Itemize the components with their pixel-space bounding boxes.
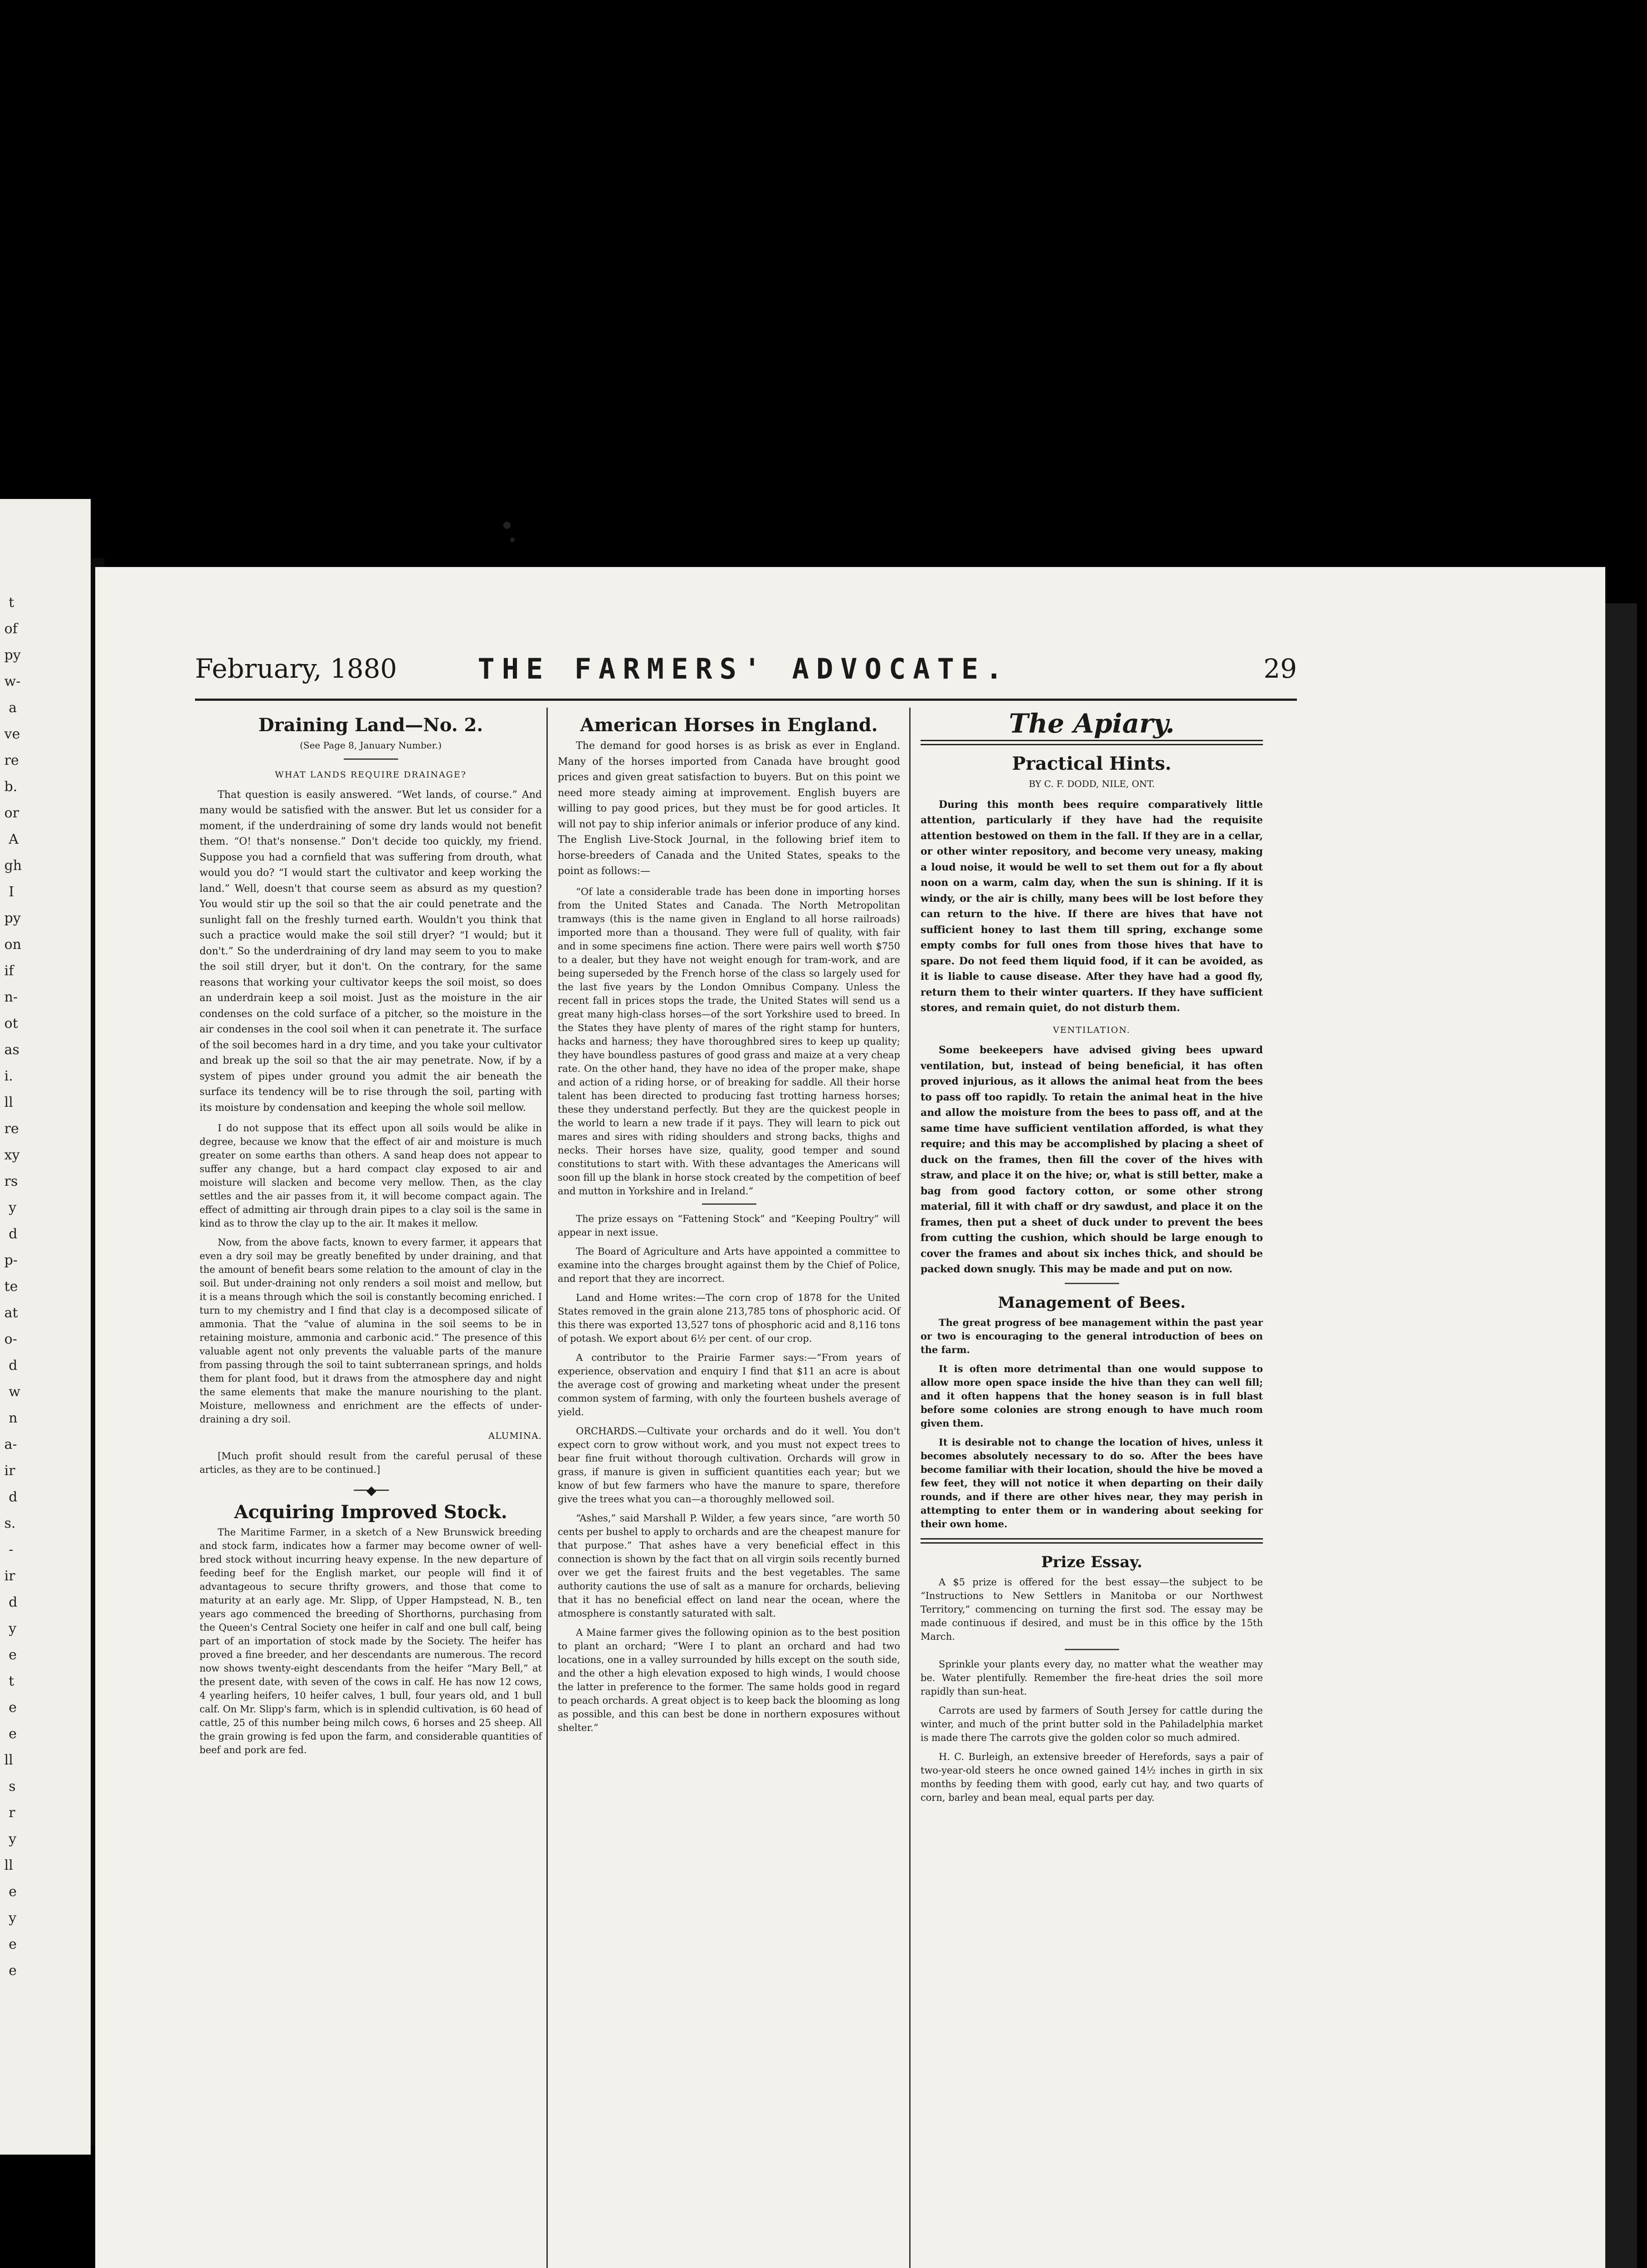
editor-note: [Much profit should result from the careful perusal of these articles, as they are to be continued.] <box>200 1450 542 1475</box>
paragraph: The Maritime Farmer, in a sketch of a New Brunswick breeding and stock farm, indicates how a farmer may become owner of well-bred stock without incurring heavy expense. In the new departure of feeding beef for the English market, our people will find it of advantageous to secure thrifty growers, and those that come to maturity at an early age. Mr. Slipp, of Upper Hampstead, N. B., ten years ago commenced the breeding of Shorthorns, purchasing from the Queen's Central Society one heifer in calf and one bull calf, being part of an importation of stock made by the Society. The heifer has proved a fine breeder, and her descendants are numerous. The record now shows twenty-eight descendants from the heifer “Mary Bell,” at the present date, with seven of the cows in calf. He has now 12 cows, 4 yearling heifers, 10 heifer calves, 1 bull, four years old, and 1 bull calf. On Mr. Slipp's farm, which is in splendid cultivation, is 60 head of cattle, 25 of this number being milch cows, 6 horses and 25 sheep. All the grain growing is fed upon the farm, and considerable quantities of beef and pork are fed. <box>200 1527 542 1755</box>
page-header <box>195 653 1297 694</box>
ornament-divider: ──◆── <box>354 1482 388 1498</box>
paragraph: Some beekeepers have advised giving bees upward ventilation, but, instead of being beneficial, it has often proved injurious, as it allows the animal heat from the bees to pass off too rapidly. To retain the animal heat in the hive and allow the moisture from the bees to pass off, and at the same time have sufficient ventilation afforded, is what they require; and this may be accomplished by placing a sheet of duck on the frames, then fill the cover of the hives with straw, and place it on the hive; or, what is still better, make a bag from good factory cotton, or some other strong material, fill it with chaff or dry sawdust, and place it on the frames, then put a sheet of duck under to prevent the bees from cutting the cushion, which should be large enough to cover the frames and about six inches thick, and should be packed down snugly. This may be made and put on now. <box>921 1044 1263 1275</box>
byline: BY C. F. DODD, NILE, ONT. <box>1028 778 1155 789</box>
paragraph: A $5 prize is offered for the best essay—the subject to be “Instructions to New Settlers in Manitoba or our Northwest Territory,” commencing on turning the first sod. The essay may be made continuous if desired, and must be in this office by the 15th March. <box>921 1576 1263 1642</box>
short-rule <box>702 1203 756 1205</box>
paragraph: Now, from the above facts, known to every farmer, it appears that even a dry soil may be greatly benefited by under draining, and that the amount of benefit bears some relation to the amount of clay in the soil. But under-draining not only renders a soil moist and mellow, but it is a means through which the soil is constantly becoming enriched. I turn to my chemistry and I find that clay is a decomposed silicate of ammonia. That the “value of alumina in the soil seems to be in retaining moisture, ammonia and carbonic acid.” The presence of this valuable agent not only prevents the valuable parts of the manure from passing through the soil to taint subterranean springs, and holds them for plant food, but it draws from the atmosphere day and night the same elements that make the manure nourishing to the plant. Moisture, mellowness and enrichment are the effects of under-draining a dry soil. <box>200 1237 542 1425</box>
paragraph: During this month bees require comparatively little attention, particularly if they have had the requisite attention bestowed on them in the fall. If they are in a cellar, or other winter repository, and become very uneasy, making a loud noise, it would be well to set them out for a fly about noon on a warm, calm day, when the sun is shining. If it is windy, or the air is chilly, many bees will be lost before they can return to the hive. If there are hives that have not sufficient honey to last them till spring, exchange some empty combs for full ones from those hives that have to spare. Do not feed them liquid food, if it can be avoided, as it is liable to cause disease. After they have had a good fly, return them to their winter quarters. If they have sufficient stores, and remain quiet, do not disturb them. <box>921 798 1263 1014</box>
section-banner: The Apiary. <box>1009 708 1175 739</box>
article-title: American Horses in England. <box>580 714 878 736</box>
paragraph: That question is easily answered. “Wet lands, of course.” And many would be satisfied with the answer. But let us consider for a moment, if the underdraining of some dry lands would not benefit them. “O! that's nonsense.” Don't decide too quickly, my friend. Suppose you had a cornfield that was suffering from drouth, what would you do? “I would start the cultivator and keep working the land.” Well, doesn't that course seem as absurd as my question? You would stir up the soil so that the air could penetrate and the sunlight fall on the freshly turned earth. Wouldn't you think that such a practice would make the soil still dryer? “I would; but it don't.” So the underdraining of dry land may seem to you to make the soil still dryer, but it don't. On the contrary, for the same reasons that working your cultivator keeps the soil moist, so does an underdrain keep a soil moist. Just as the moisture in the air condenses on the cold surface of a pitcher, so the moisture in the air condenses in the cool soil when it can penetrate it. The surface of the soil becomes hard in a dry time, and you take your cultivator and break up the soil so that the air may penetrate. Now, if by a system of pipes under ground you admit the air beneath the surface its tendency will be to rise through the soil, parting with its moisture by condensation and keeping the whole soil mellow. <box>200 789 542 1114</box>
header-rule <box>195 699 1297 701</box>
ink-speck <box>503 522 511 529</box>
issue-date: February, 1880 <box>195 653 397 684</box>
ink-speck <box>510 538 515 542</box>
short-rule <box>1065 1649 1119 1650</box>
paragraph: It is often more detrimental than one would suppose to allow more open space inside the hive than they can well fill; and it often happens that the honey season is in full blast before some colonies are strong enough to have much room given them. <box>921 1363 1263 1429</box>
paragraph: The Board of Agriculture and Arts have appointed a committee to examine into the charges brought against them by the Chief of Police, and report that they are incorrect. <box>558 1246 900 1284</box>
paragraph: Land and Home writes:—The corn crop of 1878 for the United States removed in the grain alone 213,785 tons of phosphoric acid. Of this there was exported 13,527 tons of phosphoric acid and 8,116 tons of potash. We export about 6½ per cent. of our crop. <box>558 1292 900 1344</box>
article-title: Acquiring Improved Stock. <box>234 1501 507 1523</box>
section-heading: WHAT LANDS REQUIRE DRAINAGE? <box>275 770 467 780</box>
paragraph: I do not suppose that its effect upon all soils would be alike in degree, because we know that the effect of air and moisture is much greater on some earths than others. A sand heap does not appear to suffer any change, but a hard compact clay exposed to air and moisture will slacken and become very mellow. Then, as the clay settles and the air passes from it, it will become compact again. The effect of admitting air through drain pipes to a clay soil is the same in kind as to throw the clay up to the air. It makes it mellow. <box>200 1123 542 1229</box>
section-heading: VENTILATION. <box>1053 1025 1130 1035</box>
paragraph: ORCHARDS.—Cultivate your orchards and do it well. You don't expect corn to grow without work, and you must not expect trees to bear fine fruit without thorough cultivation. Orchards will grow in grass, if manure is given in sufficient quantities each year; but we know of but few farmers who have the manure to spare, therefore give the trees what you can—a thoroughly mellowed soil. <box>558 1425 900 1505</box>
article-subtitle: (See Page 8, January Number.) <box>300 740 442 751</box>
paragraph: “Ashes,” said Marshall P. Wilder, a few years since, “are worth 50 cents per bushel to apply to orchards and are the cheapest manure for that purpose.” That ashes have a very beneficial effect in this connection is shown by the fact that on all virgin soils recently burned over we get the fairest fruits and the best vegetables. The same authority cautions the use of salt as a manure for orchards, believing that it has no beneficial effect on land near the ocean, where the atmosphere is constantly saturated with salt. <box>558 1512 900 1619</box>
column-divider <box>546 708 548 2268</box>
short-rule <box>344 758 398 760</box>
paragraph: A Maine farmer gives the following opinion as to the best position to plant an orchard; “Were I to plant an orchard and had two locations, one in a valley surrounded by hills except on the south side, and the other a high elevation exposed to high winds, I would choose the latter in preference to the former. The same holds good in regard to peach orchards. A great object is to keep back the blooming as long as possible, and this can best be done in northern exposures without shelter.” <box>558 1627 900 1733</box>
double-rule <box>921 740 1263 745</box>
page-shadow <box>1605 603 1637 2268</box>
short-rule <box>1065 1283 1119 1284</box>
article-title: Management of Bees. <box>998 1293 1186 1312</box>
paragraph: Sprinkle your plants every day, no matter what the weather may be. Water plentifully. Remember the fire-heat dries the soil more rapidly than sun-heat. <box>921 1658 1263 1697</box>
masthead-title: THE FARMERS' ADVOCATE. <box>478 652 1010 685</box>
paragraph: The prize essays on “Fattening Stock” and “Keeping Poultry” will appear in next issue. <box>558 1213 900 1238</box>
paragraph: H. C. Burleigh, an extensive breeder of Herefords, says a pair of two-year-old steers he once owned gained 14½ inches in girth in six months by feeding them with good, early cut hay, and two quarts of corn, barley and bean meal, equal parts per day. <box>921 1751 1263 1803</box>
paragraph: Carrots are used by farmers of South Jersey for cattle during the winter, and much of the print butter sold in the Pahiladelphia market is made there The carrots give the golden color so much admired. <box>921 1705 1263 1743</box>
column-right <box>921 708 1263 1810</box>
paragraph: The great progress of bee management within the past year or two is encouraging to the general introduction of bees on the farm. <box>921 1316 1263 1355</box>
column-left <box>200 711 542 1762</box>
paragraph: A contributor to the Prairie Farmer says:—“From years of experience, observation and enquiry I find that $11 an acre is about the average cost of growing and marketing wheat under the present common system of farming, with only the fourteen bushels average of yield. <box>558 1352 900 1418</box>
quote-paragraph: “Of late a considerable trade has been done in importing horses from the United States and Canada. The North Metropolitan tramways (this is the name given in England to all horse railroads) imported more than a thousand. They were full of quality, with fair and in some specimens fine action. There were pairs well worth $750 to a dealer, but they have not weight enough for tram-work, and are being superseded by the French horse of the class so largely used for the last five years by the London Omnibus Company. Unless the recent fall in prices stops the trade, the United States will send us a great many high-class horses—of the sort Yorkshire used to breed. In the States they have plenty of mares of the right stamp for hunters, hacks and harness; they have thoroughbred sires to keep up quality; they have boundless pastures of good grass and maize at a very cheap rate. On the other hand, they have no idea of the proper make, shape and action of a riding horse, or of breaking for saddle. All their horse talent has been directed to producing fast trotting harness horses; these they understand perfectly. But they are the quickest people in the world to learn a new trade if it pays. They will learn to pick out mares and sires with riding shoulders and strong backs, thighs and necks. Their horses have size, quality, good temper and sound constitutions to start with. With these advantages the Americans will soon fill up the blank in horse stock created by the competition of beef and mutton in Yorkshire and in Ireland.” <box>558 886 900 1197</box>
paragraph: It is desirable not to change the location of hives, unless it becomes absolutely necessary to do so. After the bees have become familiar with their location, should the hive be moved a few feet, they will not notice it when departing on their daily rounds, and if there are other hives near, they may perish in attempting to enter them or in wandering about seeking for their own home. <box>921 1436 1263 1530</box>
article-title: Practical Hints. <box>1012 753 1172 774</box>
article-title: Prize Essay. <box>1041 1553 1143 1571</box>
column-middle <box>558 711 900 1740</box>
column-divider <box>909 708 911 2268</box>
signature: ALUMINA. <box>488 1430 542 1441</box>
double-rule <box>921 1538 1263 1544</box>
page-number: 29 <box>1263 653 1297 684</box>
paragraph: The demand for good horses is as brisk as ever in England. Many of the horses imported from Canada have brought good prices and given great satisfaction to buyers. But on this point we need more steady aiming at improvement. English buyers are willing to pay good prices, but they must be for good articles. It will not pay to ship inferior animals or inferior produce of any kind. The English Live-Stock Journal, in the following brief item to horse-breeders of Canada and the United States, speaks to the point as follows:— <box>558 740 900 877</box>
previous-page-margin-text: t of py w- a ve re b. or A gh I py on if n- ot as i. ll re xy rs y d p- te at o- d w n a- ir d s. - ir d y e t e e ll s r y ll e y e e <box>4 595 22 1979</box>
article-title: Draining Land—No. 2. <box>258 714 483 736</box>
